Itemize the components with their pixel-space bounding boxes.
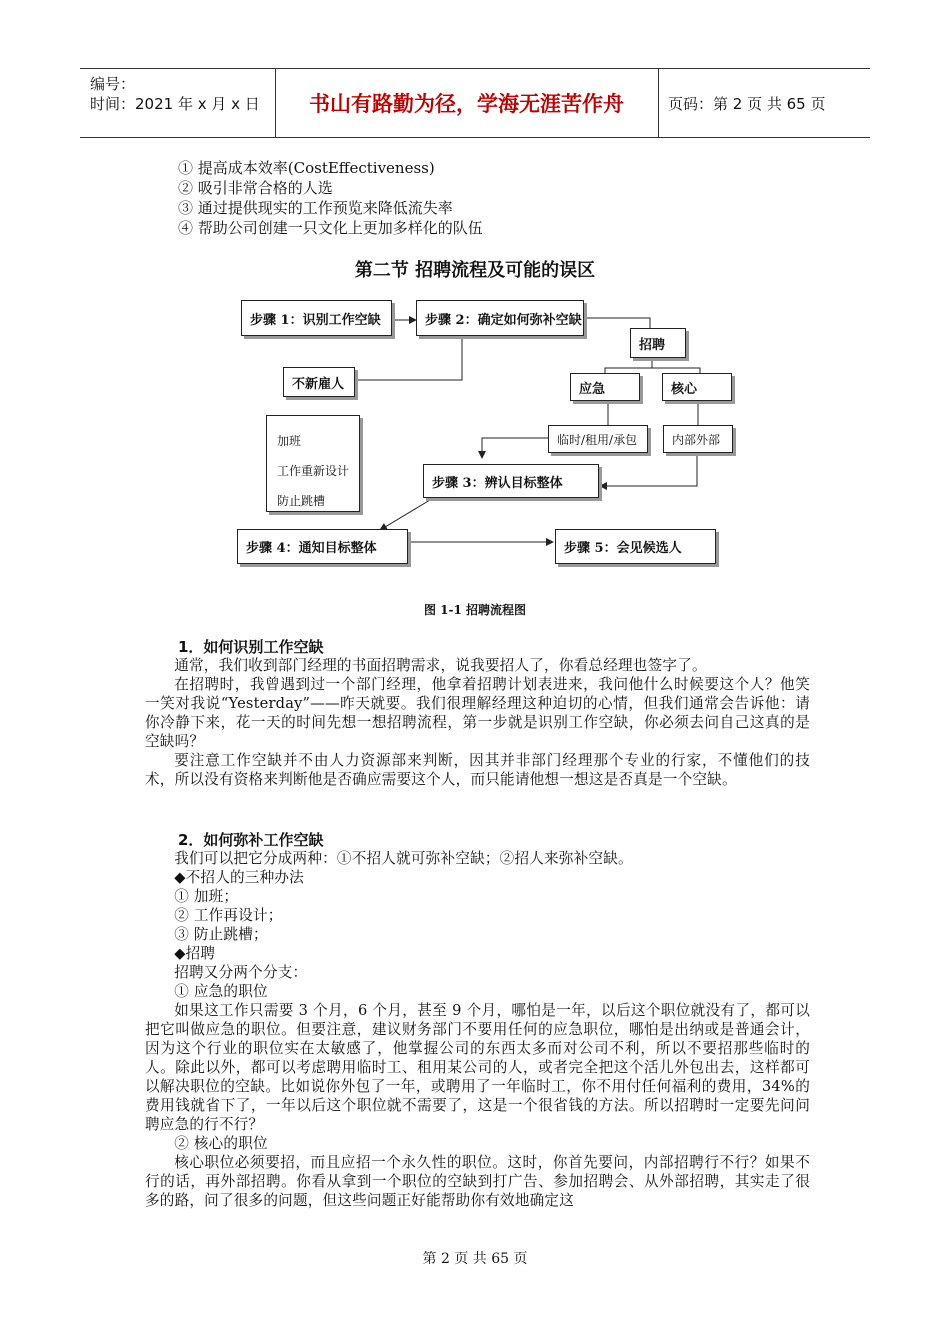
section1-heading: 1．如何识别工作空缺 [178, 638, 324, 656]
temp-box: 临时/租用/承包 [548, 425, 648, 453]
step2-box: 步骤 2：确定如何弥补空缺 [416, 300, 584, 336]
goal-item: ① 提高成本效率(CostEffectiveness) [178, 159, 435, 177]
text-line: 招聘又分两个分支： [174, 964, 308, 981]
step3-box: 步骤 3：辨认目标整体 [423, 464, 599, 498]
paragraph: 通常，我们收到部门经理的书面招聘需求，说我要招人了，你看总经理也签字了。 [174, 657, 707, 674]
arrow-temp-step3 [482, 438, 548, 458]
step4-box: 步骤 4：通知目标整体 [237, 529, 408, 564]
header-page-label: 页码：第 2 页 共 65 页 [668, 94, 826, 113]
text-line: ③ 防止跳槽； [174, 926, 268, 943]
section-title: 第二节 招聘流程及可能的误区 [354, 260, 596, 281]
paragraph: 在招聘时，我曾遇到过一个部门经理，他拿着招聘计划表进来，我问他什么时候要这个人？他笑一笑对我说“Yesterday”——昨天就要。我们很理解经理这种迫切的心情，但我们通常会告诉他：请你冷静下来，花一天的时间先想一想招聘流程，第一步就是识别工作空缺，你必须去问自己这真的是空缺吗？ [145, 676, 810, 750]
header-meta [80, 69, 276, 137]
paragraph: 如果这工作只需要 3 个月，6 个月，甚至 9 个月，哪怕是一年，以后这个职位就没有了，都可以把它叫做应急的职位。但要注意，建议财务部门不要用任何的应急职位，哪怕是出纳或是普通会计，因为这个行业的职位实在太敏感了，他掌握公司的东西太多而对公司不利，所以不要招那些临时的人。除此以外，都可以考虑聘用临时工、租用某公司的人，或者完全把这个活儿外包出去，这样都可以解决职位的空缺。比如说你外包了一年，或聘用了一年临时工，你不用付任何福利的费用，34%的费用钱就省下了，一年以后这个职位就不需要了，这是一个很省钱的方法。所以招聘时一定要先问问聘应急的行不行？ [145, 1002, 810, 1133]
header-motto: 书山有路勤为径，学海无涯苦作舟 [275, 69, 659, 137]
line-step2-recruit [584, 318, 650, 328]
text-line: ◆招聘 [174, 945, 216, 962]
goal-item: ④ 帮助公司创建一只文化上更加多样化的队伍 [178, 219, 483, 237]
core-box: 核心 [662, 373, 732, 401]
date-label: 时间：2021 年 x 月 x 日 [90, 95, 260, 113]
option-retention: 防止跳槽 [277, 494, 326, 508]
page-header [80, 68, 870, 138]
arrow-step3-step4 [380, 500, 430, 530]
step1-box: 步骤 1：识别工作空缺 [241, 300, 392, 336]
goals-list [178, 158, 483, 238]
section2-heading: 2．如何弥补工作空缺 [178, 831, 324, 849]
section1-body [145, 656, 810, 789]
no-hire-box: 不新雇人 [283, 367, 355, 397]
paragraph: 要注意工作空缺并不由人力资源部来判断，因其并非部门经理那个专业的行家，不懂他们的技术，所以没有资格来判断他是否确应需要这个人，而只能请他想一想这是否真是一个空缺。 [145, 752, 810, 788]
step5-box: 步骤 5：会见候选人 [555, 529, 716, 564]
text-line: ① 加班； [174, 888, 239, 905]
arrow-internal-step3 [600, 454, 697, 486]
line-step2-nohire [355, 336, 462, 380]
recruit-box: 招聘 [630, 328, 686, 358]
text-line: ② 工作再设计； [174, 907, 283, 924]
number-label: 编号： [90, 75, 136, 93]
page-footer: 第 2 页 共 65 页 [422, 1251, 528, 1267]
figure-caption: 图 1-1 招聘流程图 [423, 603, 527, 617]
goal-item: ③ 通过提供现实的工作预览来降低流失率 [178, 199, 453, 217]
text-line: ① 应急的职位 [174, 983, 268, 1000]
internal-external-box: 内部外部 [663, 425, 733, 453]
section2-body [145, 849, 810, 1210]
option-redesign: 工作重新设计 [277, 464, 350, 478]
goal-item: ② 吸引非常合格的人选 [178, 179, 333, 197]
text-line: 我们可以把它分成两种：①不招人就可弥补空缺；②招人来弥补空缺。 [174, 850, 633, 867]
option-overtime: 加班 [277, 434, 302, 448]
text-line: ◆不招人的三种办法 [174, 869, 304, 886]
no-hire-options-box [266, 415, 360, 512]
emergency-box: 应急 [570, 373, 640, 401]
paragraph: 核心职位必须要招，而且应招一个永久性的职位。这时，你首先要问，内部招聘行不行？如果不行的话，再外部招聘。你看从拿到一个职位的空缺到打广告、参加招聘会、从外部招聘，其实走了很多的路，问了很多的问题，但这些问题正好能帮助你有效地确定这 [145, 1154, 810, 1209]
text-line: ② 核心的职位 [174, 1135, 268, 1152]
